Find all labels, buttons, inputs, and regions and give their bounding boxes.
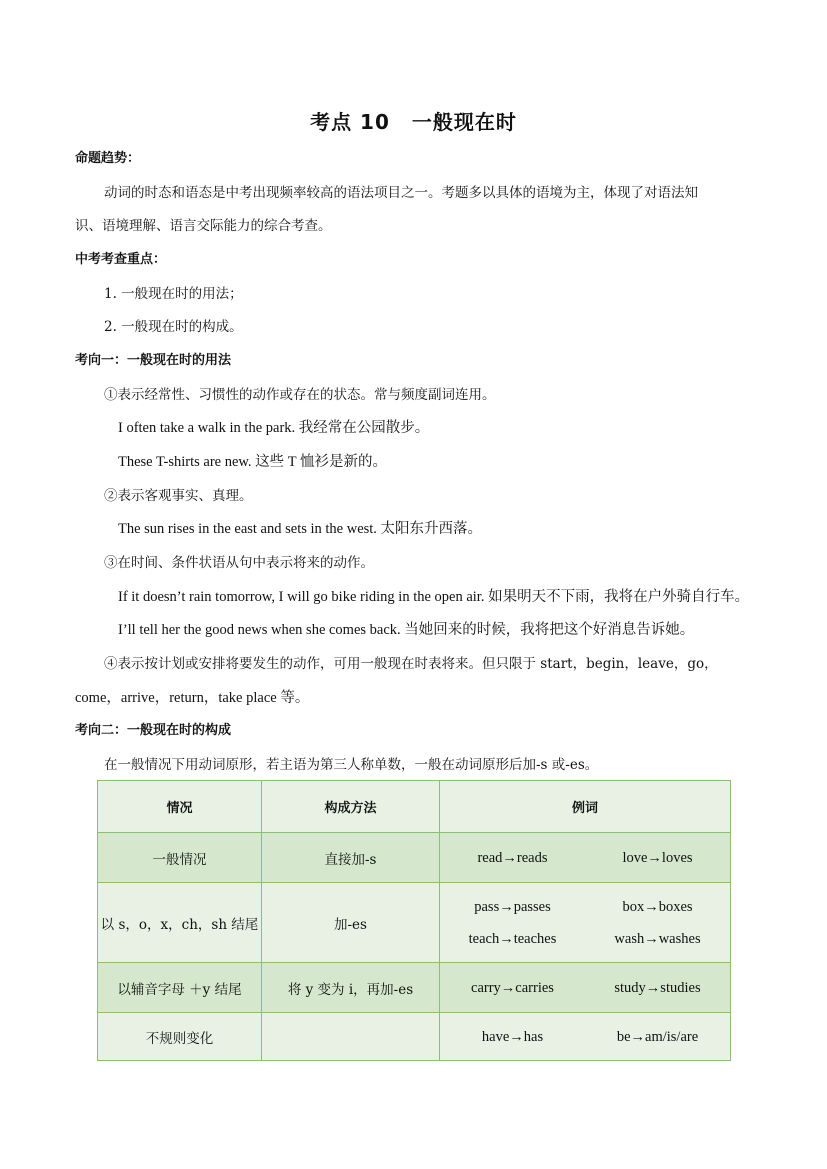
trend-heading: 命题趋势： <box>75 151 141 166</box>
table-cell-case: 不规则变化 <box>98 1013 262 1061</box>
table-cell-case: 一般情况 <box>98 833 262 883</box>
focus-item-2: 2. 一般现在时的构成。 <box>104 319 243 335</box>
table-cell-examples <box>440 963 731 1013</box>
example-word: study→studies <box>614 979 701 996</box>
usage-3-example-2: I’ll tell her the good news when she comes back. 当她回来的时候，我将把这个好消息告诉她。 <box>118 622 695 638</box>
usage-3-example-1: If it doesn’t rain tomorrow, I will go bike riding in the open air. 如果明天不下雨，我将在户外骑自行车。 <box>118 589 750 605</box>
example-word: pass→passes <box>474 898 551 915</box>
usage-2-example-1: The sun rises in the east and sets in the west. 太阳东升西落。 <box>118 521 483 537</box>
table-header-method: 构成方法 <box>262 781 440 833</box>
table-cell-method: 直接加-s <box>262 833 440 883</box>
table-row <box>98 883 731 963</box>
example-word: be→am/is/are <box>616 1028 699 1045</box>
section2-heading: 考向二：一般现在时的构成 <box>75 723 232 738</box>
table-row <box>98 1013 731 1061</box>
table-header-row <box>98 781 731 833</box>
focus-item-1: 1. 一般现在时的用法； <box>104 286 243 302</box>
usage-4-line2: come，arrive，return，take place 等。 <box>75 690 310 706</box>
title-prefix: 考点 10 <box>310 110 390 134</box>
table-row <box>98 963 731 1013</box>
usage-1: ①表示经常性、习惯性的动作或存在的状态。常与频度副词连用。 <box>104 387 496 403</box>
table-cell-examples <box>440 833 731 883</box>
example-word: have→has <box>481 1028 544 1045</box>
table-cell-case: 以辅音字母 ＋y 结尾 <box>98 963 262 1013</box>
table-header-case: 情况 <box>98 781 262 833</box>
trend-paragraph-line2: 识、语境理解、语言交际能力的综合考查。 <box>75 218 332 234</box>
section1-heading: 考向一：一般现在时的用法 <box>75 353 232 368</box>
table-cell-examples <box>440 883 731 963</box>
table-cell-method: 将 y 变为 i，再加-es <box>262 963 440 1013</box>
table-cell-case: 以 s，o，x，ch，sh 结尾 <box>98 883 262 963</box>
table-cell-method: 加-es <box>262 883 440 963</box>
usage-2: ②表示客观事实、真理。 <box>104 488 253 504</box>
usage-1-example-1: I often take a walk in the park. 我经常在公园散步。 <box>118 420 430 436</box>
table-header-examples: 例词 <box>440 781 731 833</box>
usage-4-line1: ④表示按计划或安排将要发生的动作，可用一般现在时表将来。但只限于 start，begin，leave，go， <box>104 656 718 672</box>
table-cell-examples <box>440 1013 731 1061</box>
example-word: carry→carries <box>471 979 554 996</box>
table-cell-method <box>262 1013 440 1061</box>
conjugation-table <box>97 780 731 1061</box>
example-word: teach→teaches <box>468 930 557 947</box>
page-title <box>0 106 827 135</box>
title-main: 一般现在时 <box>411 110 517 134</box>
section2-intro: 在一般情况下用动词原形，若主语为第三人称单数，一般在动词原形后加-s 或-es。 <box>104 757 599 773</box>
focus-heading: 中考考查重点： <box>75 252 167 267</box>
example-word: read→reads <box>477 849 548 866</box>
usage-1-example-2: These T-shirts are new. 这些 T 恤衫是新的。 <box>118 454 388 470</box>
example-word: box→boxes <box>622 898 693 915</box>
example-word: love→loves <box>622 849 693 866</box>
table-row <box>98 833 731 883</box>
trend-paragraph-line1: 动词的时态和语态是中考出现频率较高的语法项目之一。考题多以具体的语境为主，体现了对语法知 <box>104 185 698 201</box>
example-word: wash→washes <box>614 930 701 947</box>
usage-3: ③在时间、条件状语从句中表示将来的动作。 <box>104 555 374 571</box>
